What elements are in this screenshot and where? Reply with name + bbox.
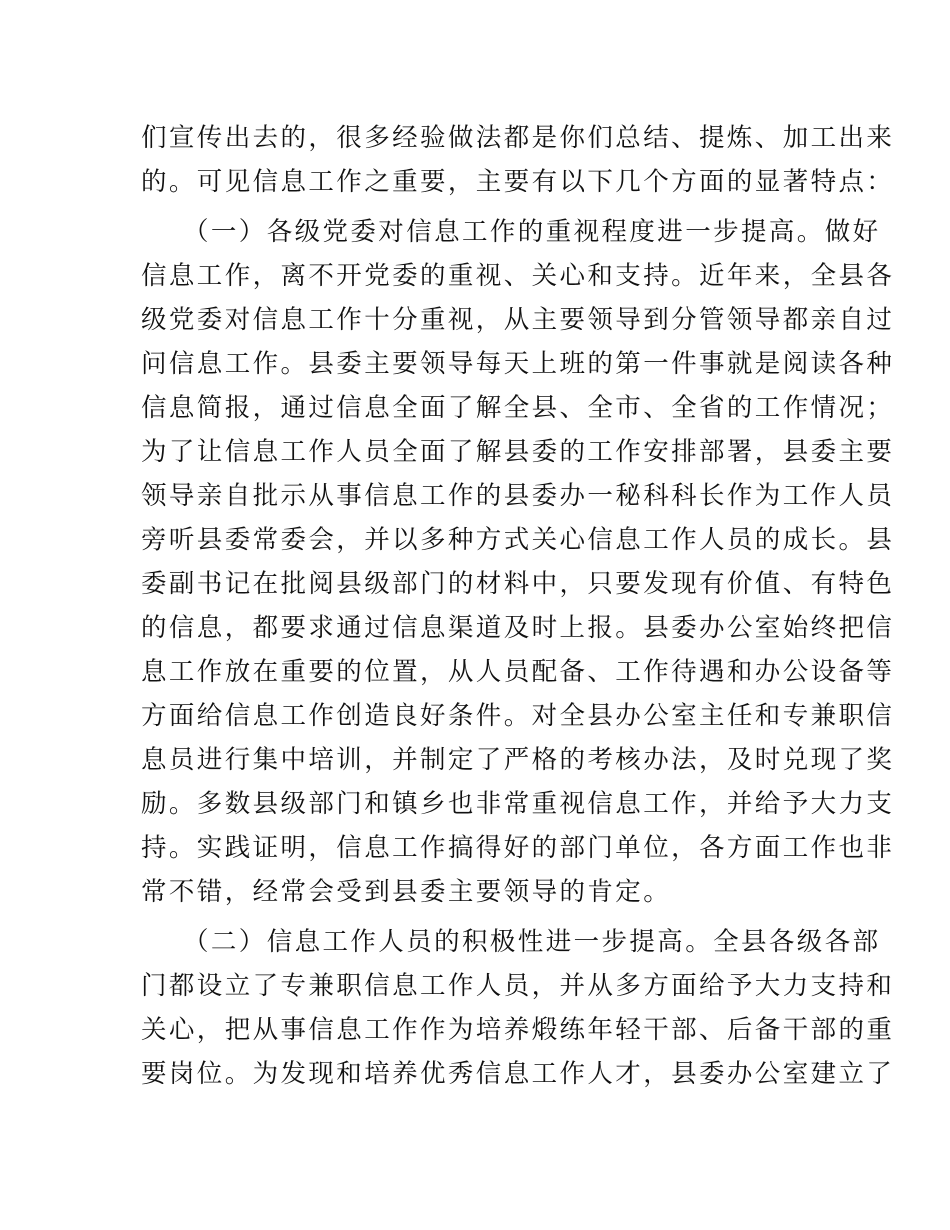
text-line: 们宣传出去的，很多经验做法都是你们总结、提炼、加工出来: [141, 123, 895, 153]
paragraph-2: [141, 920, 895, 1096]
text-line: 信息工作，离不开党委的重视、关心和支持。近年来，全县各: [141, 261, 895, 291]
text-line: 为了让信息工作人员全面了解县委的工作安排部署，县委主要: [141, 437, 895, 467]
text-line: 息员进行集中培训，并制定了严格的考核办法，及时兑现了奖: [141, 745, 895, 775]
text-line: （二）信息工作人员的积极性进一步提高。全县各级各部: [183, 927, 881, 957]
text-line: 要岗位。为发现和培养优秀信息工作人才，县委办公室建立了: [141, 1059, 895, 1089]
text-line: 方面给信息工作创造良好条件。对全县办公室主任和专兼职信: [141, 701, 895, 731]
text-line: 持。实践证明，信息工作搞得好的部门单位，各方面工作也非: [141, 833, 895, 863]
text-line: 问信息工作。县委主要领导每天上班的第一件事就是阅读各种: [141, 349, 895, 379]
text-line: 的。可见信息工作之重要，主要有以下几个方面的显著特点：: [141, 167, 895, 197]
text-line: 级党委对信息工作十分重视，从主要领导到分管领导都亲自过: [141, 305, 895, 335]
text-line: 常不错，经常会受到县委主要领导的肯定。: [141, 877, 672, 907]
text-line: 门都设立了专兼职信息工作人员，并从多方面给予大力支持和: [141, 971, 895, 1001]
text-line: 领导亲自批示从事信息工作的县委办一秘科科长作为工作人员: [141, 481, 895, 511]
text-line: 的信息，都要求通过信息渠道及时上报。县委办公室始终把信: [141, 613, 895, 643]
text-line: 息工作放在重要的位置，从人员配备、工作待遇和办公设备等: [141, 657, 895, 687]
text-line: 旁听县委常委会，并以多种方式关心信息工作人员的成长。县: [141, 525, 895, 555]
document-body: [141, 116, 895, 1096]
text-line: 信息简报，通过信息全面了解全县、全市、全省的工作情况；: [141, 393, 895, 423]
text-line: （一）各级党委对信息工作的重视程度进一步提高。做好: [183, 217, 881, 247]
paragraph-1: [141, 210, 895, 914]
text-line: 关心，把从事信息工作作为培养煅练年轻干部、后备干部的重: [141, 1015, 895, 1045]
text-line: 委副书记在批阅县级部门的材料中，只要发现有价值、有特色: [141, 569, 895, 599]
text-line: 励。多数县级部门和镇乡也非常重视信息工作，并给予大力支: [141, 789, 895, 819]
paragraph-0: [141, 116, 895, 204]
